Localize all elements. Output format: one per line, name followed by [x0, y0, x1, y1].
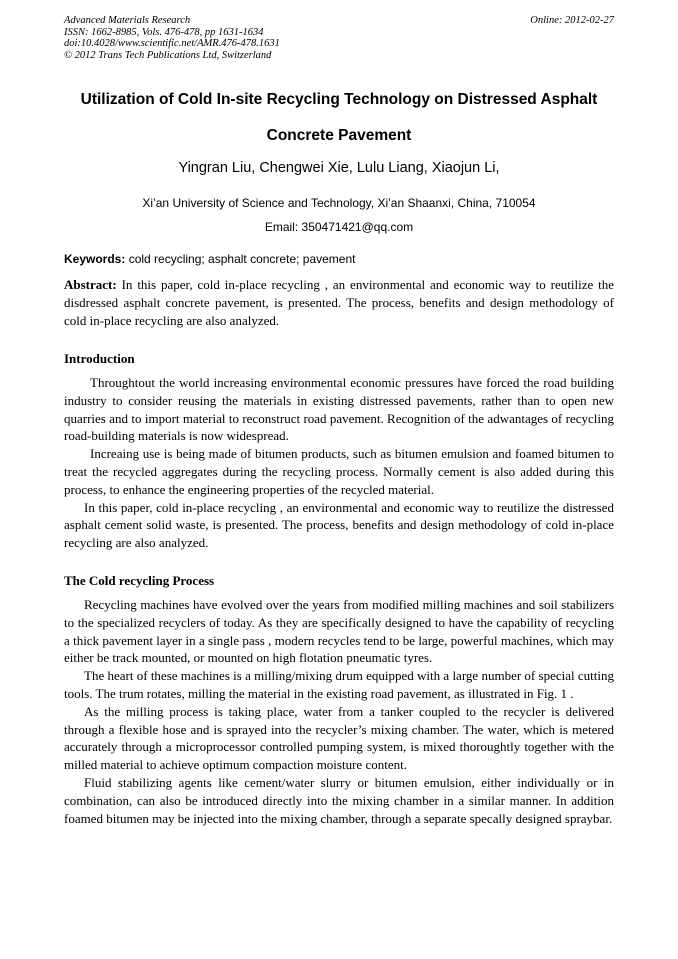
- journal-name: Advanced Materials Research: [64, 15, 191, 26]
- cold-recycling-heading: The Cold recycling Process: [64, 573, 215, 588]
- paragraph: As the milling process is taking place, water from a tanker coupled to the recycler is delivered through a flexible hose and is sprayed into the recycler’s mixing chamber. The water, which is metered accurately through a microprocessor controlled pumping system, is mixed thoroughtly together with the milled material to achieve optimum compaction moisture content.: [64, 703, 614, 773]
- paragraph: Recycling machines have evolved over the years from modified milling machines and soil stabilizers to the specialized recyclers of today. As they are specifically designed to have the capability of recycling a thick pavement layer in a single pass , modern recycles tend to be large, powerful machines, which may either be track mounted, or mounted on high flotation pneumatic tyres.: [64, 597, 614, 666]
- paragraph: Throughtout the world increasing environmental economic pressures have forced the road building industry to consider reusing the materials in existing distressed pavements, rather than to open new quarries and to import material to reconstruct road pavement. Recognition of the adwantages of recycling road-building materials is now widespread.: [64, 375, 614, 444]
- online-date: Online: 2012-02-27: [530, 15, 614, 26]
- keywords-text: cold recycling; asphalt concrete; pavement: [125, 252, 356, 266]
- introduction-section: [64, 374, 614, 552]
- paper-title-line-2: Concrete Pavement: [266, 127, 412, 144]
- keywords-label: Keywords:: [64, 252, 126, 266]
- keywords: [64, 252, 614, 266]
- paragraph: The heart of these machines is a milling/mixing drum equipped with a large number of special cutting tools. The trum rotates, milling the material in the existing road pavement, as illustrated in Fig. 1 .: [64, 668, 614, 701]
- doi-line: doi:10.4028/www.scientific.net/AMR.476-478.1631: [64, 38, 280, 50]
- copyright-line: © 2012 Trans Tech Publications Ltd, Switzerland: [64, 49, 272, 61]
- journal-header: [64, 15, 614, 61]
- author-list: Yingran Liu, Chengwei Xie, Lulu Liang, Xiaojun Li,: [178, 160, 500, 176]
- paragraph: In this paper, cold in-place recycling , an environmental and economic way to reutilize the distressed asphalt cement solid waste, is presented. The process, benefits and design methodology of cold in-place recycling are also analyzed.: [64, 499, 614, 551]
- paragraph: Increaing use is being made of bitumen products, such as bitumen emulsion and foamed bitumen to treat the recycled aggregates during the recycling process. Normally cement is also added during this process, to enhance the engineering properties of the recycled material.: [64, 446, 614, 497]
- paragraph: Fluid stabilizing agents like cement/water slurry or bitumen emulsion, either individually or in combination, can also be introduced directly into the mixing chamber in a similar manner. In addition foamed bitumen may be injected into the mixing chamber, through a separate specally designed spraybar.: [64, 774, 614, 826]
- introduction-heading: Introduction: [64, 351, 135, 366]
- issn-line: ISSN: 1662-8985, Vols. 476-478, pp 1631-1634: [64, 26, 264, 38]
- paper-title-line-1: Utilization of Cold In-site Recycling Technology on Distressed Asphalt: [80, 91, 598, 108]
- abstract-text: In this paper, cold in-place recycling , an environmental and economic way to reutilize the disdressed asphalt concrete pavement, is presented. The process, benefits and design methodology of cold in-place recycling are also analyzed.: [64, 277, 614, 328]
- affiliation: Xi’an University of Science and Technology, Xi’an Shaanxi, China, 710054: [142, 196, 536, 210]
- cold-recycling-section: [64, 596, 614, 827]
- email-address: Email: 350471421@qq.com: [264, 220, 414, 234]
- abstract-label: Abstract:: [64, 277, 117, 292]
- abstract: [64, 276, 614, 329]
